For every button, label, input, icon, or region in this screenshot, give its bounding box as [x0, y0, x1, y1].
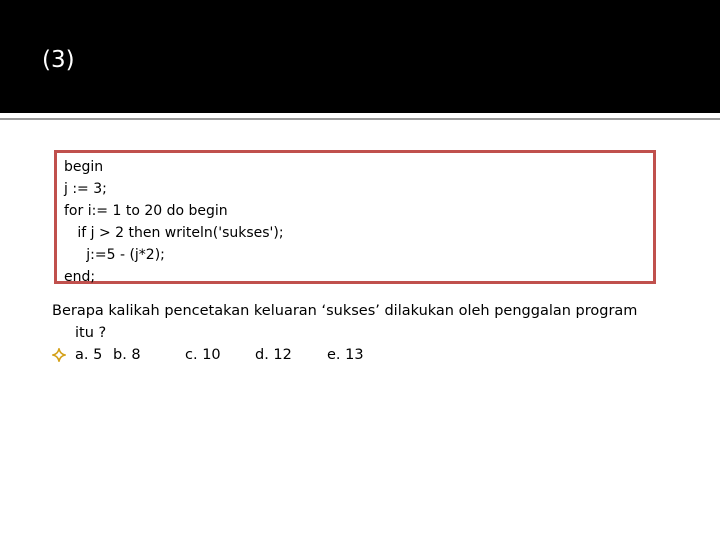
- code-box: [54, 150, 656, 284]
- code-line: j := 3;: [64, 181, 107, 197]
- answer-option-a: a. 5: [75, 347, 103, 363]
- question-text-continued: itu ?: [75, 325, 107, 341]
- hollow-diamond-bullet-icon: [52, 348, 66, 362]
- code-line: j:=5 - (j*2);: [64, 247, 165, 263]
- code-line: if j > 2 then writeln('sukses');: [64, 225, 284, 241]
- answer-option-b: b. 8: [113, 347, 141, 363]
- title-bar: [0, 0, 720, 113]
- answer-option-e: e. 13: [327, 347, 364, 363]
- code-line: for i:= 1 to 20 do begin: [64, 203, 228, 219]
- answer-option-c: c. 10: [185, 347, 221, 363]
- code-line: end;: [64, 269, 96, 285]
- slide-title: (3): [42, 47, 75, 73]
- answer-option-d: d. 12: [255, 347, 292, 363]
- title-divider: [0, 118, 720, 120]
- code-line: begin: [64, 159, 104, 175]
- question-text: Berapa kalikah pencetakan keluaran ‘sukses’ dilakukan oleh penggalan program: [52, 303, 638, 319]
